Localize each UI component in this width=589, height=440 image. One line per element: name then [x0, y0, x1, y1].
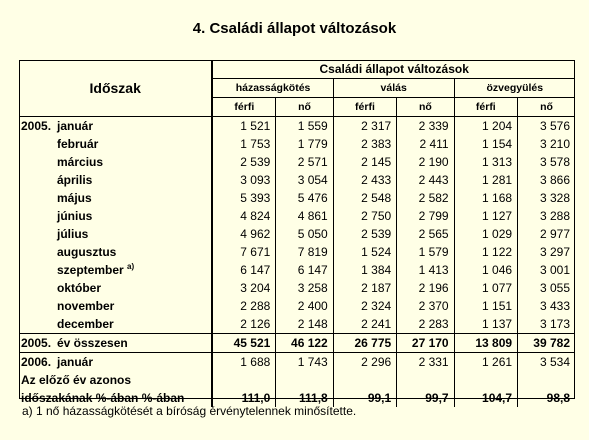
value-cell: 46 122 [276, 334, 333, 353]
value-cell: 3 258 [276, 279, 333, 297]
category-header-widowhood: özvegyülés [454, 79, 575, 98]
row-period: november [57, 299, 115, 313]
period-header: Időszak [19, 60, 212, 117]
value-cell: 2 571 [276, 153, 333, 171]
value-cell: 4 861 [276, 207, 333, 225]
value-cell: 98,8 [518, 389, 575, 407]
value-cell: 3 866 [518, 171, 575, 189]
value-cell: 5 050 [276, 225, 333, 243]
value-cell: 2 145 [333, 153, 396, 171]
value-cell: 3 288 [518, 207, 575, 225]
value-cell: 1 743 [276, 353, 333, 372]
value-cell: 111,8 [276, 389, 333, 407]
row-label [19, 153, 212, 171]
empty-cell [397, 371, 454, 389]
value-cell: 1 137 [454, 315, 517, 334]
table-row [19, 315, 575, 334]
value-cell: 1 122 [454, 243, 517, 261]
value-cell: 3 534 [518, 353, 575, 372]
value-cell: 2 339 [397, 117, 454, 136]
row-period: július [57, 227, 89, 241]
row-label [19, 225, 212, 243]
footnote: a) 1 nő házasságkötését a bíróság érvénytelennek minősítette. [22, 404, 357, 418]
value-cell: 2 443 [397, 171, 454, 189]
value-cell: 2 539 [333, 225, 396, 243]
value-cell: 7 819 [276, 243, 333, 261]
value-cell: 4 824 [212, 207, 275, 225]
row-period: május [57, 191, 92, 205]
value-cell: 39 782 [518, 334, 575, 353]
row-period: január [57, 119, 94, 133]
row-period: augusztus [57, 245, 117, 259]
category-header-marriage: házasságkötés [212, 79, 333, 98]
value-cell: 7 671 [212, 243, 275, 261]
value-cell: 1 077 [454, 279, 517, 297]
value-cell: 2 400 [276, 297, 333, 315]
row-label [19, 135, 212, 153]
value-cell: 111,0 [212, 389, 275, 407]
value-cell: 3 576 [518, 117, 575, 136]
value-cell: 3 210 [518, 135, 575, 153]
value-cell: 1 413 [397, 261, 454, 279]
value-cell: 1 688 [212, 353, 275, 372]
row-period: szeptember [57, 263, 124, 277]
value-cell: 3 433 [518, 297, 575, 315]
table-row [19, 117, 575, 136]
table-row [19, 353, 575, 372]
value-cell: 2 190 [397, 153, 454, 171]
value-cell: 1 261 [454, 353, 517, 372]
row-year: 2005. [21, 119, 52, 133]
empty-cell [212, 371, 275, 389]
total-row [19, 334, 575, 353]
value-cell: 5 476 [276, 189, 333, 207]
value-cell: 2 582 [397, 189, 454, 207]
value-cell: 2 977 [518, 225, 575, 243]
value-cell: 26 775 [333, 334, 396, 353]
empty-cell [518, 371, 575, 389]
table-row [19, 153, 575, 171]
value-cell: 99,1 [333, 389, 396, 407]
value-cell: 99,7 [397, 389, 454, 407]
row-period: március [57, 155, 104, 169]
row-label [19, 171, 212, 189]
row-period: június [57, 209, 93, 223]
row-label [19, 353, 212, 372]
empty-cell [276, 371, 333, 389]
value-cell: 2 283 [397, 315, 454, 334]
value-cell: 1 151 [454, 297, 517, 315]
value-cell: 104,7 [454, 389, 517, 407]
value-cell: 2 324 [333, 297, 396, 315]
value-cell: 45 521 [212, 334, 275, 353]
value-cell: 2 296 [333, 353, 396, 372]
sex-header: nő [276, 98, 333, 117]
value-cell: 1 029 [454, 225, 517, 243]
pct-row [19, 371, 575, 389]
value-cell: 3 054 [276, 171, 333, 189]
pct-label-line2: időszakának %-ában %-ában [21, 391, 185, 405]
table-row [19, 171, 575, 189]
value-cell: 2 383 [333, 135, 396, 153]
value-cell: 3 204 [212, 279, 275, 297]
row-period: április [57, 173, 93, 187]
value-cell: 1 753 [212, 135, 275, 153]
group-header: Családi állapot változások [212, 60, 575, 79]
value-cell: 1 281 [454, 171, 517, 189]
value-cell: 2 187 [333, 279, 396, 297]
row-label [19, 279, 212, 297]
row-label [19, 117, 212, 136]
sex-header: férfi [212, 98, 275, 117]
value-cell: 2 148 [276, 315, 333, 334]
row-label [19, 315, 212, 334]
value-cell: 6 147 [276, 261, 333, 279]
value-cell: 1 779 [276, 135, 333, 153]
value-cell: 2 548 [333, 189, 396, 207]
table-row [19, 279, 575, 297]
row-label [19, 334, 212, 353]
value-cell: 2 317 [333, 117, 396, 136]
row-period: december [57, 317, 114, 331]
table-row [19, 225, 575, 243]
data-table [19, 60, 575, 407]
value-cell: 27 170 [397, 334, 454, 353]
value-cell: 2 539 [212, 153, 275, 171]
value-cell: 3 328 [518, 189, 575, 207]
value-cell: 1 127 [454, 207, 517, 225]
value-cell: 1 521 [212, 117, 275, 136]
value-cell: 3 001 [518, 261, 575, 279]
sex-header: férfi [454, 98, 517, 117]
row-period: január [57, 355, 94, 369]
value-cell: 2 433 [333, 171, 396, 189]
row-period: február [57, 137, 99, 151]
table-row [19, 297, 575, 315]
value-cell: 1 579 [397, 243, 454, 261]
value-cell: 2 331 [397, 353, 454, 372]
value-cell: 3 297 [518, 243, 575, 261]
category-header-divorce: válás [333, 79, 454, 98]
value-cell: 2 126 [212, 315, 275, 334]
value-cell: 3 055 [518, 279, 575, 297]
row-year: 2006. [21, 355, 52, 369]
table-row [19, 207, 575, 225]
value-cell: 1 168 [454, 189, 517, 207]
table-row [19, 135, 575, 153]
row-year: 2005. [21, 336, 52, 350]
table-row [19, 261, 575, 279]
value-cell: 1 046 [454, 261, 517, 279]
value-cell: 2 288 [212, 297, 275, 315]
value-cell: 3 578 [518, 153, 575, 171]
sex-header: férfi [333, 98, 396, 117]
value-cell: 4 962 [212, 225, 275, 243]
empty-cell [333, 371, 396, 389]
value-cell: 6 147 [212, 261, 275, 279]
row-label [19, 189, 212, 207]
value-cell: 5 393 [212, 189, 275, 207]
table-row [19, 243, 575, 261]
value-cell: 2 196 [397, 279, 454, 297]
value-cell: 1 384 [333, 261, 396, 279]
value-cell: 2 411 [397, 135, 454, 153]
value-cell: 2 565 [397, 225, 454, 243]
value-cell: 1 204 [454, 117, 517, 136]
value-cell: 3 093 [212, 171, 275, 189]
empty-cell [454, 371, 517, 389]
value-cell: 13 809 [454, 334, 517, 353]
footnote-marker: a) [127, 262, 135, 271]
value-cell: 1 154 [454, 135, 517, 153]
row-label [19, 261, 212, 279]
value-cell: 2 241 [333, 315, 396, 334]
row-label [19, 207, 212, 225]
row-period: október [57, 281, 102, 295]
value-cell: 1 524 [333, 243, 396, 261]
value-cell: 1 313 [454, 153, 517, 171]
sex-header: nő [518, 98, 575, 117]
value-cell: 2 799 [397, 207, 454, 225]
value-cell: 2 750 [333, 207, 396, 225]
value-cell: 3 173 [518, 315, 575, 334]
row-label [19, 297, 212, 315]
table-row [19, 189, 575, 207]
value-cell: 2 370 [397, 297, 454, 315]
value-cell: 1 559 [276, 117, 333, 136]
row-label [19, 243, 212, 261]
pct-label-line1: Az előző év azonos [21, 373, 132, 387]
page-title: 4. Családi állapot változások [192, 20, 397, 37]
sex-header: nő [397, 98, 454, 117]
row-period: év összesen [57, 336, 128, 350]
